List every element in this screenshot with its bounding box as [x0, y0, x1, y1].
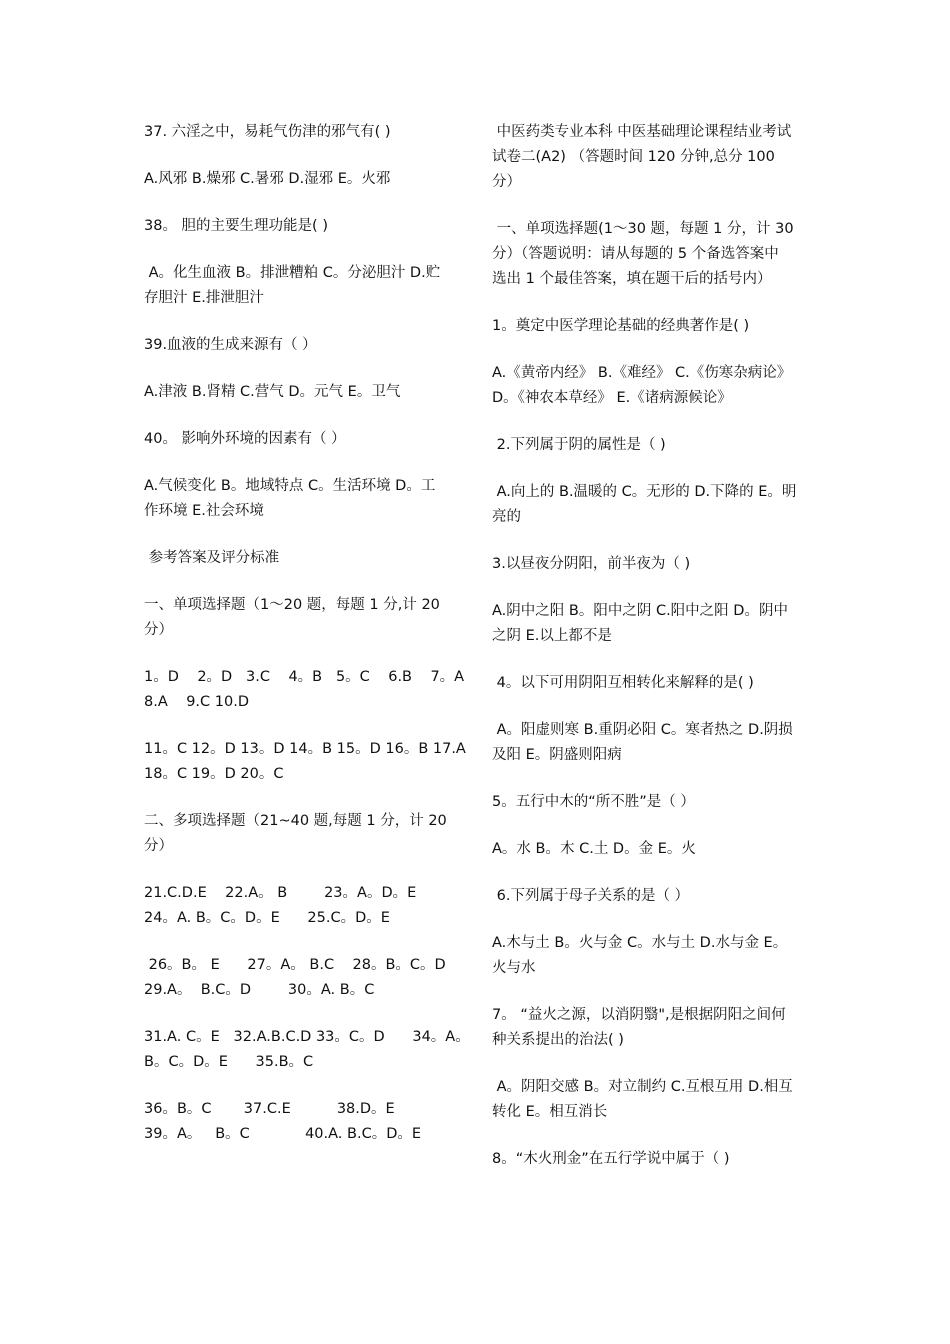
left-text-line: 参考答案及评分标准 — [144, 550, 280, 566]
right-text-line: A.阴中之阳 B。阳中之阴 C.阳中之阳 D。阴中 — [492, 603, 788, 619]
right-paragraph — [492, 931, 810, 981]
left-column — [144, 120, 470, 1169]
left-paragraph — [144, 333, 462, 358]
left-text-line: 39.血液的生成来源有（ ） — [144, 337, 317, 353]
right-paragraph — [492, 1003, 810, 1053]
left-text-line: 29.A。 B.C。D 30。A. B。C — [144, 982, 375, 998]
right-paragraph — [492, 314, 810, 339]
left-text-line: 39。A。 B。C 40.A. B.C。D。E — [144, 1126, 422, 1142]
right-text-line: 2.下列属于阴的属性是（ ) — [492, 437, 666, 453]
left-text-line: 24。A. B。C。D。E 25.C。D。E — [144, 910, 390, 926]
right-text-line: D。《神农本草经》 E.《诸病源候论》 — [492, 390, 732, 406]
left-text-line: 21.C.D.E 22.A。 B 23。A。D。E — [144, 885, 417, 901]
left-paragraph — [144, 427, 462, 452]
right-text-line: 8。“木火刑金”在五行学说中属于（ ) — [492, 1151, 730, 1167]
right-paragraph — [492, 433, 810, 458]
left-paragraph — [144, 953, 462, 1003]
left-text-line: A.风邪 B.燥邪 C.暑邪 D.湿邪 E。火邪 — [144, 171, 391, 187]
right-paragraph — [492, 1147, 810, 1172]
right-text-line: A.木与土 B。火与金 C。水与土 D.水与金 E。 — [492, 935, 788, 951]
left-paragraph — [144, 546, 462, 571]
left-text-line: 31.A. C。E 32.A.B.C.D 33。C。D 34。A。 — [144, 1029, 470, 1045]
left-text-line: 40。 影响外环境的因素有（ ） — [144, 431, 346, 447]
right-text-line: 之阴 E.以上都不是 — [492, 628, 612, 644]
left-paragraph — [144, 665, 465, 715]
right-paragraph — [492, 837, 810, 862]
right-text-line: 亮的 — [492, 509, 521, 525]
left-text-line: A.气候变化 B。地域特点 C。生活环境 D。工 — [144, 478, 436, 494]
left-text-line: A。化生血液 B。排泄糟粕 C。分泌胆汁 D.贮 — [144, 265, 441, 281]
left-text-line: 作环境 E.社会环境 — [144, 503, 264, 519]
left-paragraph — [144, 1097, 462, 1147]
left-text-line: 38。 胆的主要生理功能是( ) — [144, 218, 328, 234]
right-text-line: 一、单项选择题(1～30 题，每题 1 分，计 30 — [492, 221, 794, 237]
left-paragraph — [144, 167, 462, 192]
left-text-line: 8.A 9.C 10.D — [144, 694, 249, 710]
right-text-line: A。阳虚则寒 B.重阴必阳 C。寒者热之 D.阴损 — [492, 722, 793, 738]
left-paragraph — [144, 737, 466, 787]
left-text-line: 1。D 2。D 3.C 4。B 5。C 6.B 7。A — [144, 669, 465, 685]
left-text-line: 26。B。 E 27。A。 B.C 28。B。C。D — [144, 957, 446, 973]
right-text-line: 及阳 E。阴盛则阳病 — [492, 747, 622, 763]
left-paragraph — [144, 593, 462, 643]
left-paragraph — [144, 1025, 470, 1075]
right-text-line: 5。五行中木的“所不胜”是（ ） — [492, 794, 695, 810]
right-paragraph — [492, 790, 810, 815]
right-text-line: 6.下列属于母子关系的是（ ） — [492, 888, 690, 904]
right-text-line: 转化 E。相互消长 — [492, 1104, 608, 1120]
right-column — [492, 120, 810, 1194]
right-text-line: 试卷二(A2) （答题时间 120 分钟,总分 100 — [492, 149, 775, 165]
right-paragraph — [492, 671, 810, 696]
right-text-line: A。水 B。木 C.土 D。金 E。火 — [492, 841, 696, 857]
right-paragraph — [492, 361, 810, 411]
right-text-line: A.《黄帝内经》 B.《难经》 C.《伤寒杂病论》 — [492, 365, 792, 381]
right-paragraph — [492, 217, 810, 292]
left-text-line: 存胆汁 E.排泄胆汁 — [144, 290, 264, 306]
right-text-line: 中医药类专业本科 中医基础理论课程结业考试 — [492, 124, 792, 140]
right-paragraph — [492, 718, 810, 768]
left-text-line: A.津液 B.肾精 C.营气 D。元气 E。卫气 — [144, 384, 401, 400]
right-text-line: 7。 “益火之源，以消阴翳",是根据阴阳之间何 — [492, 1007, 786, 1023]
right-paragraph — [492, 1075, 810, 1125]
right-text-line: A。阴阳交感 B。对立制约 C.互根互用 D.相互 — [492, 1079, 793, 1095]
right-text-line: 火与水 — [492, 960, 536, 976]
right-text-line: 分）（答题说明：请从每题的 5 个备选答案中 — [492, 246, 779, 262]
left-text-line: 11。C 12。D 13。D 14。B 15。D 16。B 17.A — [144, 741, 466, 757]
left-paragraph — [144, 120, 462, 145]
right-paragraph — [492, 599, 810, 649]
right-text-line: 分） — [492, 174, 521, 190]
left-text-line: 37. 六淫之中，易耗气伤津的邪气有( ) — [144, 124, 391, 140]
left-paragraph — [144, 380, 462, 405]
left-text-line: 分） — [144, 622, 173, 638]
left-text-line: 18。C 19。D 20。C — [144, 766, 284, 782]
left-paragraph — [144, 214, 462, 239]
right-text-line: 4。以下可用阴阳互相转化来解释的是( ) — [492, 675, 754, 691]
left-text-line: 一、单项选择题（1～20 题，每题 1 分,计 20 — [144, 597, 440, 613]
left-paragraph — [144, 474, 462, 524]
left-paragraph — [144, 881, 462, 931]
left-text-line: 二、多项选择题（21~40 题,每题 1 分，计 20 — [144, 813, 447, 829]
right-paragraph — [492, 884, 810, 909]
left-text-line: 分） — [144, 838, 173, 854]
right-text-line: 种关系提出的治法( ) — [492, 1032, 624, 1048]
left-text-line: B。C。D。E 35.B。C — [144, 1054, 314, 1070]
left-text-line: 36。B。C 37.C.E 38.D。E — [144, 1101, 395, 1117]
left-paragraph — [144, 809, 462, 859]
right-text-line: 1。奠定中医学理论基础的经典著作是( ) — [492, 318, 750, 334]
right-text-line: 选出 1 个最佳答案，填在题干后的括号内） — [492, 271, 772, 287]
right-paragraph — [492, 480, 810, 530]
right-paragraph — [492, 120, 810, 195]
left-paragraph — [144, 261, 462, 311]
right-text-line: A.向上的 B.温暖的 C。无形的 D.下降的 E。明 — [492, 484, 797, 500]
right-paragraph — [492, 552, 810, 577]
right-text-line: 3.以昼夜分阴阳，前半夜为（ ) — [492, 556, 691, 572]
